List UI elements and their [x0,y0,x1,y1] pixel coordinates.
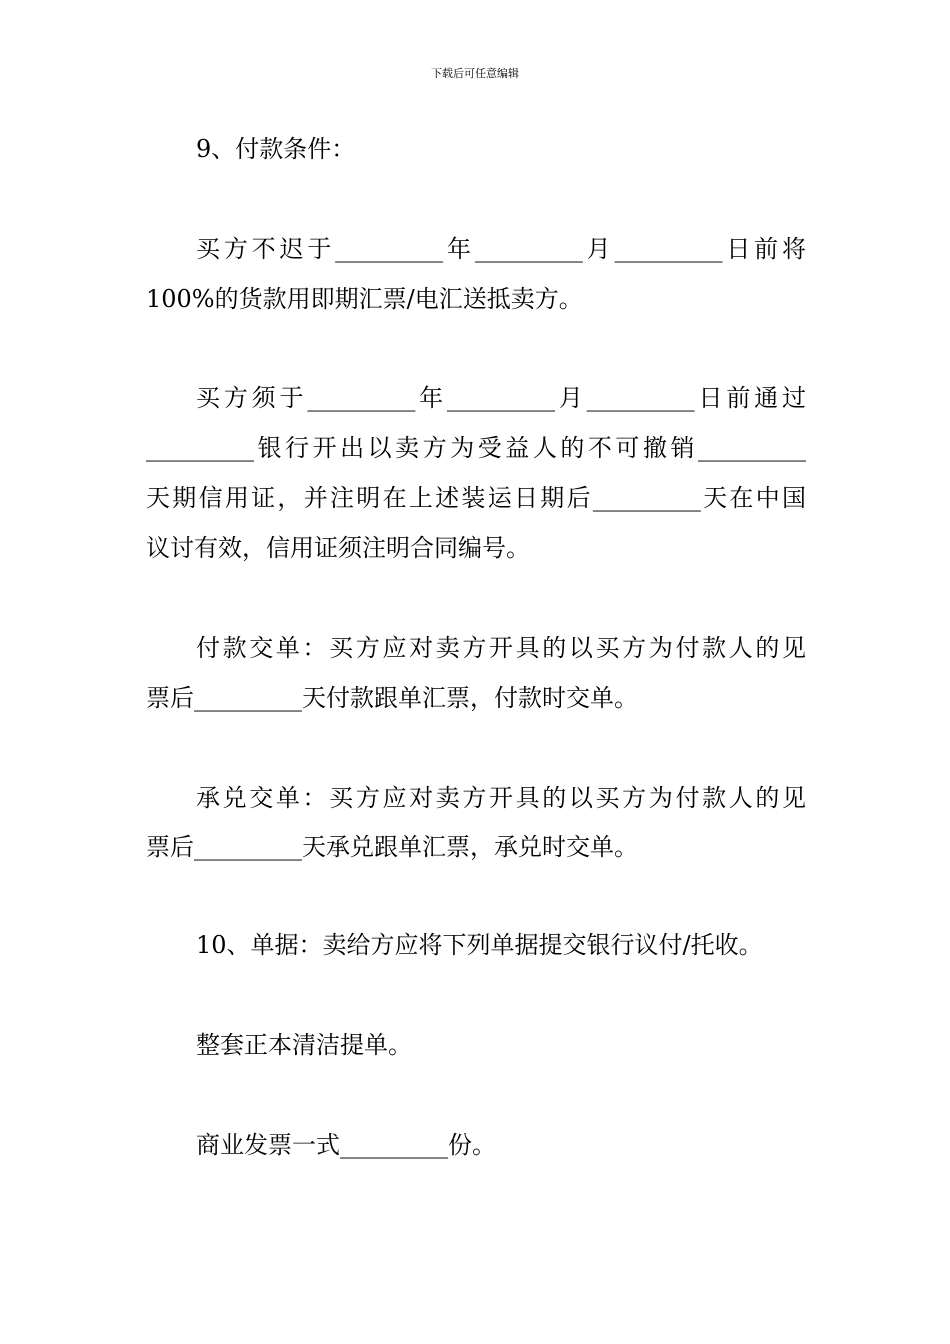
section-heading-payment-terms: 9、付款条件： [196,135,356,163]
page-header: 下载后可任意编辑 [431,67,519,80]
paragraph-line: 天期信用证，并注明在上述装运日期后_________天在中国 [146,484,806,512]
paragraph-line: 买方须于_________年_________月_________日前通过 [196,384,806,412]
section-heading-documents: 10、单据：卖给方应将下列单据提交银行议付/托收。 [196,931,763,959]
paragraph-line: _________银行开出以卖方为受益人的不可撤销_________ [146,434,806,462]
paragraph-line: 商业发票一式_________份。 [196,1131,496,1159]
paragraph-line: 买方不迟于_________年_________月_________日前将 [196,235,806,263]
paragraph-line: 票后_________天承兑跟单汇票，承兑时交单。 [146,833,638,861]
paragraph-line: 整套正本清洁提单。 [196,1031,412,1059]
paragraph-line: 议讨有效，信用证须注明合同编号。 [146,534,530,562]
paragraph-line: 付款交单：买方应对卖方开具的以买方为付款人的见 [196,634,806,662]
paragraph-line: 100%的货款用即期汇票/电汇送抵卖方。 [146,285,583,313]
paragraph-line: 票后_________天付款跟单汇票，付款时交单。 [146,684,638,712]
paragraph-line: 承兑交单：买方应对卖方开具的以买方为付款人的见 [196,784,806,812]
